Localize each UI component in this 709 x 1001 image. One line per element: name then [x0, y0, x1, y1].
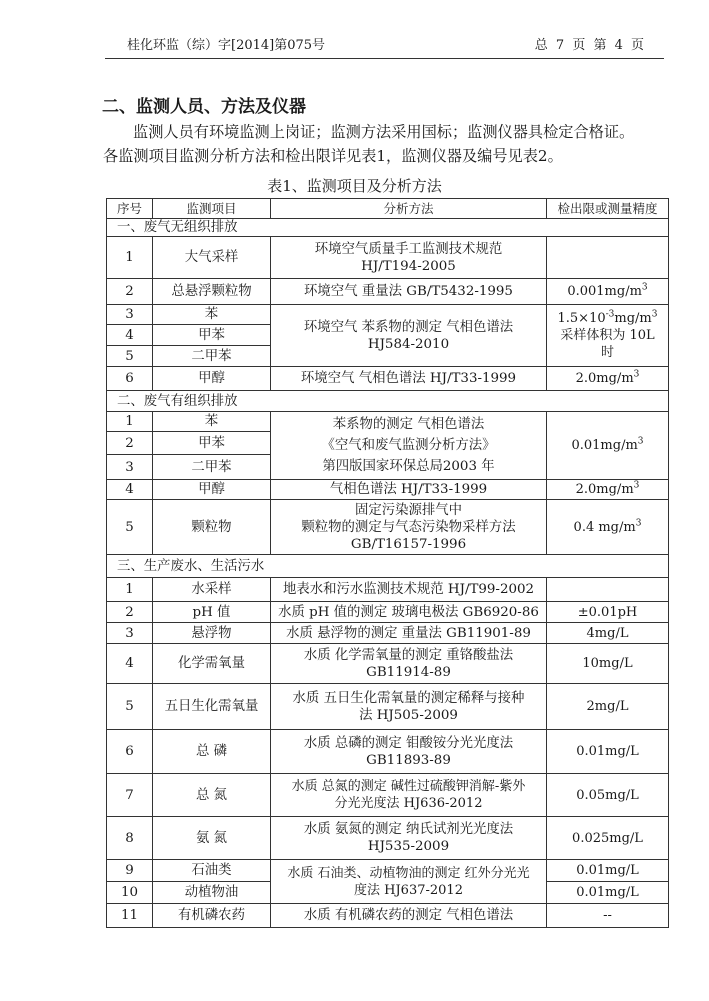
- row-limit: $2.0mg/m^3$: [547, 367, 669, 391]
- row-no: 3: [107, 305, 153, 325]
- row-method: 环境空气 苯系物的测定 气相色谱法 HJ584-2010: [271, 305, 547, 367]
- row-item: 甲苯: [153, 325, 271, 346]
- row-limit: 10mg/L: [547, 644, 669, 684]
- row-item: 总 磷: [153, 730, 271, 774]
- table-row: [107, 367, 669, 391]
- row-method: 气相色谱法 HJ/T33-1999: [271, 480, 547, 500]
- row-method: 水质 总氮的测定 碱性过硫酸钾消解-紫外 分光光度法 HJ636-2012: [271, 774, 547, 817]
- table-row: [107, 644, 669, 684]
- row-item: 有机磷农药: [153, 904, 271, 928]
- row-item: 石油类: [153, 860, 271, 882]
- row-no: 5: [107, 346, 153, 367]
- section-row: [107, 555, 669, 578]
- row-item: 大气采样: [153, 237, 271, 279]
- row-no: 6: [107, 730, 153, 774]
- header-method: 分析方法: [271, 199, 547, 219]
- row-method: 水质 氨氮的测定 纳氏试剂光光度法 HJ535-2009: [271, 817, 547, 860]
- header-item: 监测项目: [153, 199, 271, 219]
- row-no: 4: [107, 480, 153, 500]
- row-no: 5: [107, 500, 153, 555]
- row-no: 1: [107, 412, 153, 432]
- row-no: 7: [107, 774, 153, 817]
- row-method: 水质 化学需氧量的测定 重铬酸盐法 GB11914-89: [271, 644, 547, 684]
- table-row: [107, 684, 669, 730]
- table-row: [107, 623, 669, 644]
- row-method: 水质 悬浮物的测定 重量法 GB11901-89: [271, 623, 547, 644]
- row-no: 2: [107, 432, 153, 455]
- document-number: 桂化环监（综）字[2014]第075号: [127, 38, 326, 53]
- table-row: [107, 774, 669, 817]
- table-row: [107, 730, 669, 774]
- row-no: 2: [107, 279, 153, 305]
- table-row: [107, 817, 669, 860]
- body-paragraph-line-1: 监测人员有环境监测上岗证；监测方法采用国标；监测仪器具检定合格证。: [133, 123, 635, 141]
- row-no: 2: [107, 602, 153, 623]
- row-limit: 0.01mg/L: [547, 882, 669, 904]
- row-item: pH 值: [153, 602, 271, 623]
- page-info: 总 7 页 第 4 页: [534, 38, 644, 53]
- row-limit: --: [547, 904, 669, 928]
- row-no: 8: [107, 817, 153, 860]
- row-item: 氨 氮: [153, 817, 271, 860]
- row-item: 甲醇: [153, 480, 271, 500]
- row-item: 水采样: [153, 578, 271, 602]
- row-item: 二甲苯: [153, 346, 271, 367]
- header-limit: 检出限或测量精度: [547, 199, 669, 219]
- row-method: 水质 五日生化需氧量的测定稀释与接种 法 HJ505-2009: [271, 684, 547, 730]
- row-limit: 0.025mg/L: [547, 817, 669, 860]
- table-row: [107, 480, 669, 500]
- table-caption: 表1、监测项目及分析方法: [267, 177, 442, 195]
- section-title: 一、废气无组织排放: [107, 219, 669, 237]
- section-title: 三、生产废水、生活污水: [107, 555, 669, 578]
- row-limit: [547, 237, 669, 279]
- row-limit: 4mg/L: [547, 623, 669, 644]
- row-limit: 0.01mg/L: [547, 730, 669, 774]
- row-limit: $1.5\times 10^{-3}mg/m^3$ 采样体积为 10L 时: [547, 305, 669, 367]
- row-item: 五日生化需氧量: [153, 684, 271, 730]
- row-no: 1: [107, 237, 153, 279]
- section-row: [107, 391, 669, 412]
- row-method: 环境空气 重量法 GB/T5432-1995: [271, 279, 547, 305]
- row-item: 总 氮: [153, 774, 271, 817]
- row-method: 苯系物的测定 气相色谱法 《空气和废气监测分析方法》 第四版国家环保总局2003 年: [271, 412, 547, 480]
- row-no: 9: [107, 860, 153, 882]
- row-item: 苯: [153, 412, 271, 432]
- section-row: [107, 219, 669, 237]
- header-no: 序号: [107, 199, 153, 219]
- row-item: 甲醇: [153, 367, 271, 391]
- table-header-row: [107, 199, 669, 219]
- row-method: 水质 石油类、动植物油的测定 红外分光光 度法 HJ637-2012: [271, 860, 547, 904]
- row-item: 颗粒物: [153, 500, 271, 555]
- row-method: 水质 有机磷农药的测定 气相色谱法: [271, 904, 547, 928]
- row-item: 甲苯: [153, 432, 271, 455]
- section-heading: 二、监测人员、方法及仪器: [102, 97, 306, 117]
- row-no: 5: [107, 684, 153, 730]
- row-item: 苯: [153, 305, 271, 325]
- body-paragraph-line-2: 各监测项目监测分析方法和检出限详见表1，监测仪器及编号见表2。: [103, 147, 563, 165]
- row-no: 3: [107, 623, 153, 644]
- table-row: [107, 578, 669, 602]
- row-method: 固定污染源排气中 颗粒物的测定与气态污染物采样方法 GB/T16157-1996: [271, 500, 547, 555]
- row-no: 1: [107, 578, 153, 602]
- page-header: [105, 34, 664, 59]
- row-item: 总悬浮颗粒物: [153, 279, 271, 305]
- row-method: 地表水和污水监测技术规范 HJ/T99-2002: [271, 578, 547, 602]
- row-no: 10: [107, 882, 153, 904]
- row-no: 6: [107, 367, 153, 391]
- row-limit: 0.01mg/L: [547, 860, 669, 882]
- row-item: 化学需氧量: [153, 644, 271, 684]
- row-no: 4: [107, 644, 153, 684]
- table-row: [107, 305, 669, 325]
- row-method: 水质 总磷的测定 钼酸铵分光光度法 GB11893-89: [271, 730, 547, 774]
- row-limit: $0.001mg/m^3$: [547, 279, 669, 305]
- row-method: 环境空气 气相色谱法 HJ/T33-1999: [271, 367, 547, 391]
- row-no: 4: [107, 325, 153, 346]
- row-limit: $0.01mg/m^3$: [547, 412, 669, 480]
- row-method: 水质 pH 值的测定 玻璃电极法 GB6920-86: [271, 602, 547, 623]
- row-limit: ±0.01pH: [547, 602, 669, 623]
- table-row: [107, 904, 669, 928]
- row-item: 悬浮物: [153, 623, 271, 644]
- table-row: [107, 860, 669, 882]
- row-limit: 0.4 $mg/m^3$: [547, 500, 669, 555]
- row-limit: 0.05mg/L: [547, 774, 669, 817]
- row-method: 环境空气质量手工监测技术规范 HJ/T194-2005: [271, 237, 547, 279]
- table-row: [107, 279, 669, 305]
- section-title: 二、废气有组织排放: [107, 391, 669, 412]
- row-no: 3: [107, 455, 153, 480]
- table-row: [107, 500, 669, 555]
- table-row: [107, 602, 669, 623]
- monitoring-methods-table: [106, 198, 669, 928]
- row-item: 二甲苯: [153, 455, 271, 480]
- row-item: 动植物油: [153, 882, 271, 904]
- row-limit: 2mg/L: [547, 684, 669, 730]
- table-row: [107, 237, 669, 279]
- row-limit: $2.0mg/m^3$: [547, 480, 669, 500]
- table-row: [107, 412, 669, 432]
- row-no: 11: [107, 904, 153, 928]
- row-limit: [547, 578, 669, 602]
